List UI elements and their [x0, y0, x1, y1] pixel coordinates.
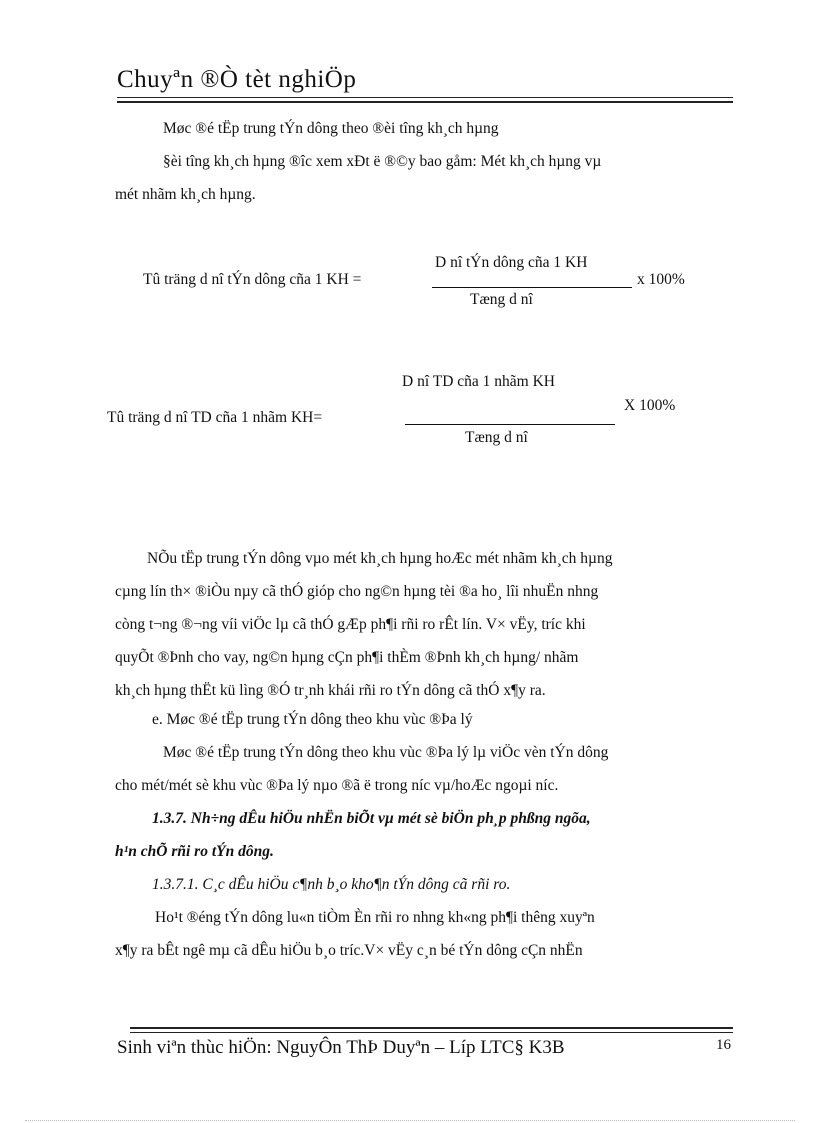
paragraph-customer-definition-line2: mét nhãm kh¸ch hµng.	[115, 186, 256, 203]
footer-rule-bottom	[130, 1032, 733, 1033]
header-rule-top	[117, 97, 733, 98]
paragraph-geographic-line2: cho mét/mét sè khu vùc ®Þa lý nµo ®ã ë trong níc vµ/hoÆc ngoµi níc.	[115, 777, 559, 794]
paragraph-risk-line2: cµng lín th× ®iÒu nµy cã thÓ gióp cho ng©n hµng tèi ®a ho¸ lîi nhuËn nhng	[115, 583, 599, 600]
formula2-denominator: Tæng d nî	[465, 429, 528, 446]
page-edge-divider	[25, 1120, 795, 1121]
paragraph-warning-line2: x¶y ra bÊt ngê mµ cã dÊu hiÖu b¸o tríc.V× vËy c¸n bé tÝn dông cÇn nhËn	[115, 942, 583, 959]
paragraph-risk-line1: NÕu tËp trung tÝn dông vµo mét kh¸ch hµng hoÆc mét nhãm kh¸ch hµng	[147, 550, 613, 567]
formula1-label: Tû träng d nî tÝn dông cña 1 KH =	[143, 271, 362, 288]
paragraph-risk-line5: kh¸ch hµng thËt kü lìng ®Ó tr¸nh khái rñi ro tÝn dông cã thÓ x¶y ra.	[115, 682, 546, 699]
formula2-fraction-bar	[405, 424, 615, 425]
footer-rule-top	[130, 1027, 733, 1029]
formula1-fraction-bar	[432, 287, 632, 288]
paragraph-geographic-line1: Møc ®é tËp trung tÝn dông theo khu vùc ®Þa lý lµ viÖc vèn tÝn dông	[163, 744, 609, 761]
formula2-label: Tû träng d nî TD cña 1 nhãm KH=	[107, 409, 323, 426]
page-number: 16	[716, 1037, 731, 1053]
paragraph-risk-line3: còng t¬ng ®¬ng víi viÖc lµ cã thÓ gÆp ph¶i rñi ro rÊt lín. V× vËy, tríc khi	[115, 616, 586, 633]
paragraph-customer-concentration: Møc ®é tËp trung tÝn dông theo ®èi tîng kh¸ch hµng	[163, 120, 499, 137]
paragraph-risk-line4: quyÕt ®Þnh cho vay, ng©n hµng cÇn ph¶i thÈm ®Þnh kh¸ch hµng/ nhãm	[115, 649, 579, 666]
footer-author-line: Sinh viªn thùc hiÖn: NguyÔn ThÞ Duyªn – Líp LTC§ K3B	[117, 1037, 565, 1058]
section-heading-1-3-7-line2: h¹n chÕ rñi ro tÝn dông.	[115, 843, 274, 860]
formula2-multiplier: X 100%	[624, 397, 676, 414]
header-rule-bottom	[117, 101, 733, 103]
page-title: Chuyªn ®Ò tèt nghiÖp	[117, 66, 357, 93]
paragraph-warning-line1: Ho¹t ®éng tÝn dông lu«n tiÒm Èn rñi ro nhng kh«ng ph¶i thêng xuyªn	[155, 909, 595, 926]
section-heading-1-3-7-line1: 1.3.7. Nh÷ng dÊu hiÖu nhËn biÕt vµ mét sè biÖn ph¸p phßng ngõa,	[152, 810, 591, 827]
formula1-multiplier: x 100%	[637, 271, 685, 288]
formula1-denominator: Tæng d nî	[470, 291, 533, 308]
subheading-geographic: e. Møc ®é tËp trung tÝn dông theo khu vùc ®Þa lý	[152, 711, 473, 728]
formula2-numerator: D nî TD cña 1 nhãm KH	[402, 373, 555, 390]
paragraph-customer-definition-line1: §èi tîng kh¸ch hµng ®îc xem xÐt ë ®©y bao gåm: Mét kh¸ch hµng vµ	[163, 153, 602, 170]
section-heading-1-3-7-1: 1.3.7.1. C¸c dÊu hiÖu c¶nh b¸o kho¶n tÝn dông cã rñi ro.	[152, 876, 511, 893]
formula1-numerator: D nî tÝn dông cña 1 KH	[435, 254, 588, 271]
